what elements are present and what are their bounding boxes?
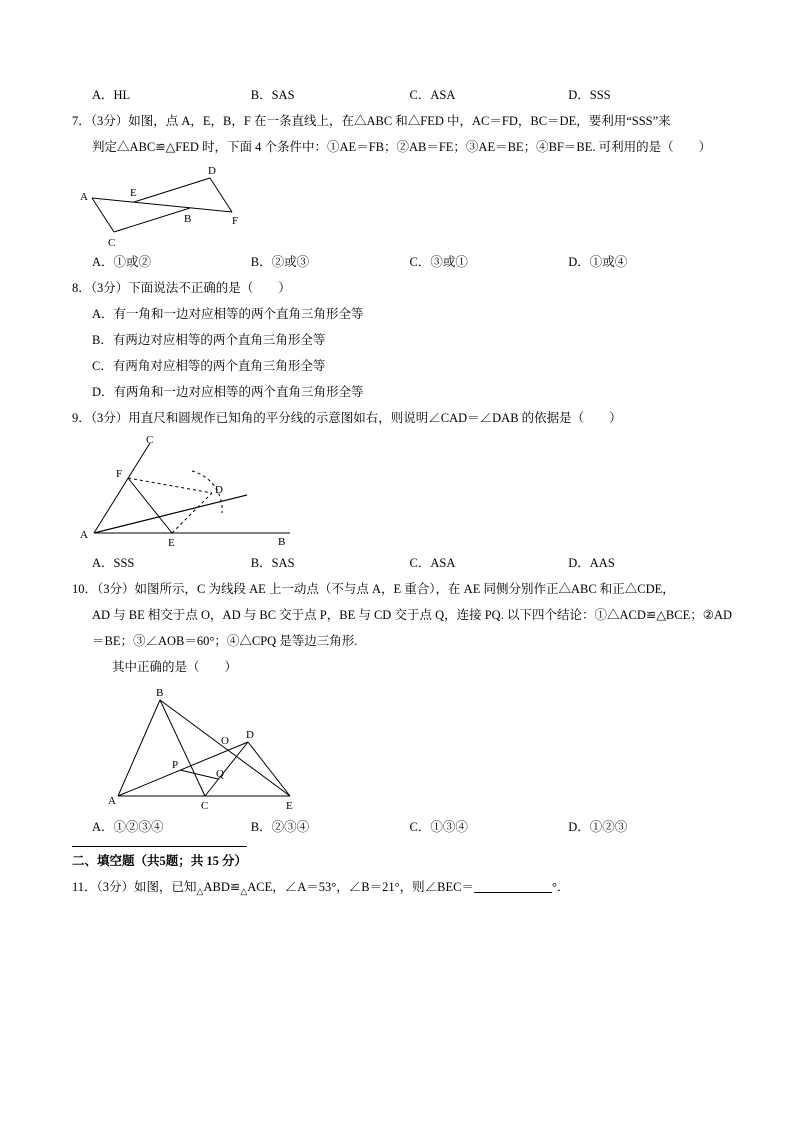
q7-text-line2: 判定△ABC≌△FED 时，下面 4 个条件中：①AE＝FB；②AB＝FE；③AE＝BE；④BF＝BE. 可利用的是（ ） — [92, 140, 712, 154]
q11-triangle-symbol-2: △ — [240, 886, 248, 896]
q10-option-d[interactable]: D．①②③ — [568, 820, 628, 834]
q7-option-d[interactable]: D．①或④ — [568, 255, 628, 269]
svg-text:A: A — [108, 795, 116, 807]
q11-prefix: 11．（3分）如图，已知 — [72, 880, 197, 894]
q10-option-a[interactable]: A．①②③④ — [92, 820, 164, 834]
svg-text:O: O — [221, 735, 229, 747]
svg-text:C: C — [201, 800, 209, 812]
q11-triangle-symbol-1: △ — [196, 886, 204, 896]
q11-line — [72, 874, 727, 904]
q9-option-d[interactable]: D．AAS — [568, 556, 615, 570]
q11-suffix: °． — [551, 880, 570, 894]
q7-text-line1: 7．（3分）如图，点 A，E，B，F 在一条直线上，在△ABC 和△FED 中，AC＝FD，BC＝DE，要利用“SSS”来 — [72, 114, 671, 128]
svg-text:P: P — [172, 759, 179, 771]
q9-option-a[interactable]: A．SSS — [92, 556, 135, 570]
q8-text: 8．（3分）下面说法不正确的是（ ） — [72, 281, 291, 295]
q11-answer-blank[interactable] — [474, 880, 552, 893]
q10-option-b[interactable]: B．②③④ — [250, 820, 310, 834]
q8-option-c[interactable]: C．有两角对应相等的两个直角三角形全等 — [92, 359, 326, 373]
q9-figure — [72, 433, 727, 548]
q8-option-a[interactable]: A．有一角和一边对应相等的两个直角三角形全等 — [92, 307, 364, 321]
page-content — [72, 82, 733, 904]
q9-text: 9．（3分）用直尺和圆规作已知角的平分线的示意图如右，则说明∠CAD＝∠DAB 的依据是（ ） — [72, 411, 622, 425]
svg-text:B: B — [184, 213, 192, 225]
q6-option-c[interactable]: C．ASA — [409, 88, 456, 102]
q10-text-line1: 10．（3分）如图所示，C 为线段 AE 上一动点（不与点 A，E 重合），在 AE 同侧分别作正△ABC 和正△CDE， — [72, 582, 675, 596]
svg-text:D: D — [208, 165, 216, 177]
q10-option-c[interactable]: C．①③④ — [409, 820, 468, 834]
q10-text-line4: 其中正确的是（ ） — [112, 660, 238, 674]
q7-option-c[interactable]: C．③或① — [409, 255, 468, 269]
q7-option-b[interactable]: B．②或③ — [250, 255, 310, 269]
svg-text:E: E — [168, 537, 175, 548]
q9-option-b[interactable]: B．SAS — [250, 556, 295, 570]
q6-option-a[interactable]: A．HL — [92, 88, 131, 102]
q7-option-a[interactable]: A．①或② — [92, 255, 152, 269]
svg-text:F: F — [116, 468, 123, 480]
q8-option-b[interactable]: B．有两边对应相等的两个直角三角形全等 — [92, 333, 326, 347]
q9-options-row — [72, 550, 727, 576]
q8-option-d[interactable]: D．有两角和一边对应相等的两个直角三角形全等 — [92, 385, 364, 399]
section-two-title: 二、填空题（共5题；共 15 分） — [72, 846, 247, 874]
svg-text:Q: Q — [216, 768, 224, 780]
q10-options-row — [72, 814, 727, 840]
svg-text:B: B — [156, 687, 164, 699]
q11-abd: ABD≌ — [203, 880, 241, 894]
svg-text:A: A — [80, 191, 88, 203]
q7-figure — [72, 162, 727, 247]
q10-text-line2: AD 与 BE 相交于点 O，AD 与 BC 交于点 P，BE 与 CD 交于点 Q，连接 PQ. 以下四个结论：①△ACD≌△BCE；②AD — [92, 608, 733, 622]
q6-option-d[interactable]: D．SSS — [568, 88, 611, 102]
svg-text:C: C — [108, 237, 116, 247]
q6-options-row — [72, 82, 727, 108]
q10-text-line3: ＝BE；③∠AOB＝60°；④△CPQ 是等边三角形. — [92, 634, 358, 648]
q7-options-row — [72, 249, 727, 275]
svg-text:F: F — [232, 215, 239, 227]
svg-text:E: E — [130, 187, 137, 199]
svg-text:C: C — [146, 434, 154, 446]
q10-figure — [72, 682, 727, 812]
svg-text:E: E — [286, 800, 293, 812]
q9-option-c[interactable]: C．ASA — [409, 556, 456, 570]
svg-text:B: B — [278, 536, 286, 548]
svg-text:D: D — [215, 484, 223, 496]
q11-ace: ACE，∠A＝53°，∠B＝21°，则∠BEC＝ — [247, 880, 474, 894]
svg-text:A: A — [80, 529, 88, 541]
section-two-header-wrap — [72, 846, 727, 874]
q6-option-b[interactable]: B．SAS — [250, 88, 295, 102]
svg-text:D: D — [246, 729, 254, 741]
